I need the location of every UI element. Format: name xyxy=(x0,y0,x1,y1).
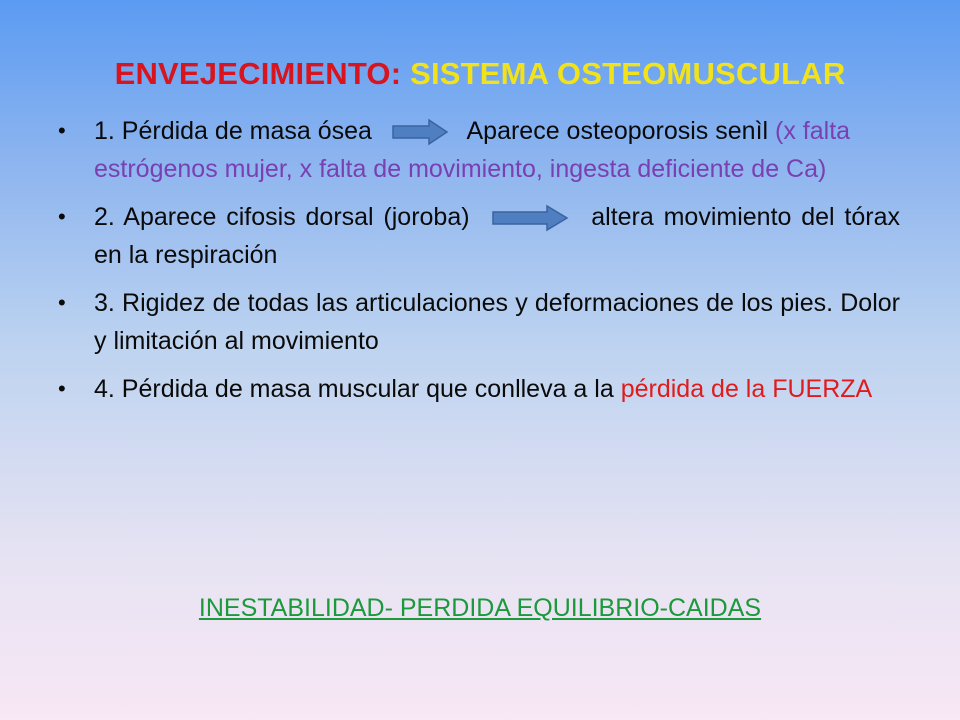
title-part-1: ENVEJECIMIENTO: xyxy=(114,56,402,91)
bullet-marker: • xyxy=(58,204,66,229)
slide-title xyxy=(0,56,960,92)
bullet-4-red: pérdida de la FUERZA xyxy=(620,375,873,403)
right-arrow-icon xyxy=(391,117,449,147)
title-part-2: SISTEMA OSTEOMUSCULAR xyxy=(410,56,846,91)
bullet-2-post: altera movimiento del tórax en la respiración xyxy=(94,203,900,269)
bullet-list xyxy=(58,112,900,418)
bullet-3-text: 3. Rigidez de todas las articulaciones y deformaciones de los pies. Dolor y limitación al movimiento xyxy=(94,289,900,355)
footer-conclusion: INESTABILIDAD- PERDIDA EQUILIBRIO-CAIDAS xyxy=(198,594,762,622)
bullet-1-post: Aparece osteoporosis senìl xyxy=(466,117,769,145)
bullet-4-pre: 4. Pérdida de masa muscular que conlleva a la xyxy=(94,375,614,403)
bullet-item-4 xyxy=(58,370,900,408)
bullet-item-2 xyxy=(58,198,900,274)
bullet-marker: • xyxy=(58,376,66,401)
right-arrow-icon xyxy=(491,203,569,233)
bullet-item-1 xyxy=(58,112,900,188)
bullet-2-pre: 2. Aparece cifosis dorsal (joroba) xyxy=(94,203,470,231)
bullet-marker: • xyxy=(58,290,66,315)
bullet-1-note: (x falta estrógenos mujer, x falta de movimiento, ingesta deficiente de Ca) xyxy=(94,117,851,183)
bullet-item-3 xyxy=(58,284,900,360)
bullet-marker: • xyxy=(58,118,66,143)
bullet-1-pre: 1. Pérdida de masa ósea xyxy=(94,117,372,145)
